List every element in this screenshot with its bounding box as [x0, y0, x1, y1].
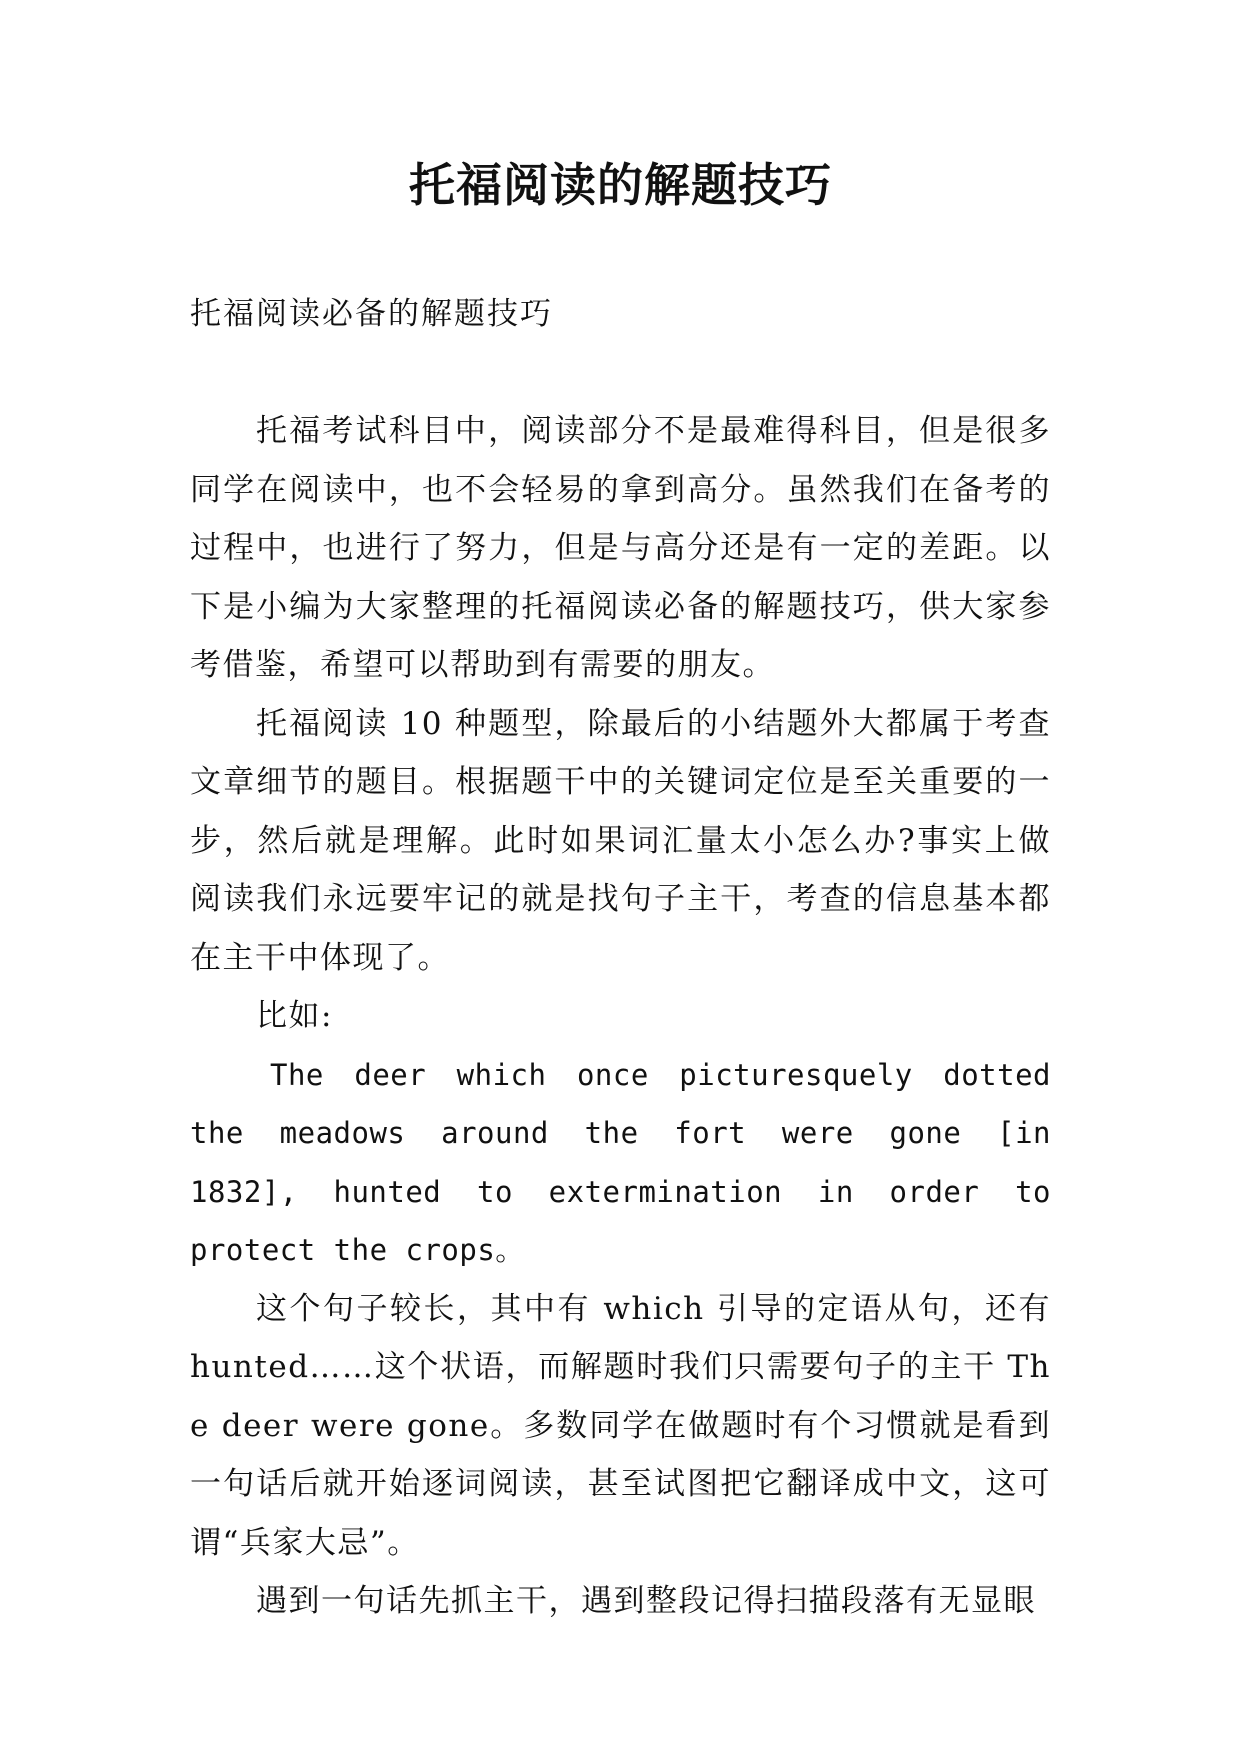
paragraph-example-label: 比如:	[256, 998, 333, 1034]
paragraph-question-types: 托福阅读 10 种题型，除最后的小结题外大都属于考查文章细节的题目。根据题干中的关键词定位是至关重要的一步，然后就是理解。此时如果词汇量太小怎么办?事实上做阅读我们永远要牢记的就是找句子主干，考查的信息基本都在主干中体现了。	[190, 705, 1051, 976]
document-subtitle: 托福阅读必备的解题技巧	[190, 296, 553, 332]
document-body	[190, 402, 1051, 1631]
paragraph-intro: 托福考试科目中，阅读部分不是最难得科目，但是很多同学在阅读中，也不会轻易的拿到高分。虽然我们在备考的过程中，也进行了努力，但是与高分还是有一定的差距。以下是小编为大家整理的托福阅读必备的解题技巧，供大家参考借鉴，希望可以帮助到有需要的朋友。	[190, 413, 1051, 683]
paragraph-tip: 遇到一句话先抓主干，遇到整段记得扫描段落有无显眼	[256, 1583, 1036, 1619]
document-title: 托福阅读的解题技巧	[409, 158, 832, 212]
paragraph-example-analysis: 这个句子较长，其中有 which 引导的定语从句，还有 hunted……这个状语，而解题时我们只需要句子的主干 The deer were gone。多数同学在做题时有个习惯就是看到一句话后就开始逐词阅读，甚至试图把它翻译成中文，这可谓“兵家大忌”。	[190, 1290, 1051, 1561]
paragraph-example-sentence: The deer which once picturesquely dotted the meadows around the fort were gone [in 1832], hunted to extermination in order to protect the crops。	[190, 1057, 1051, 1267]
